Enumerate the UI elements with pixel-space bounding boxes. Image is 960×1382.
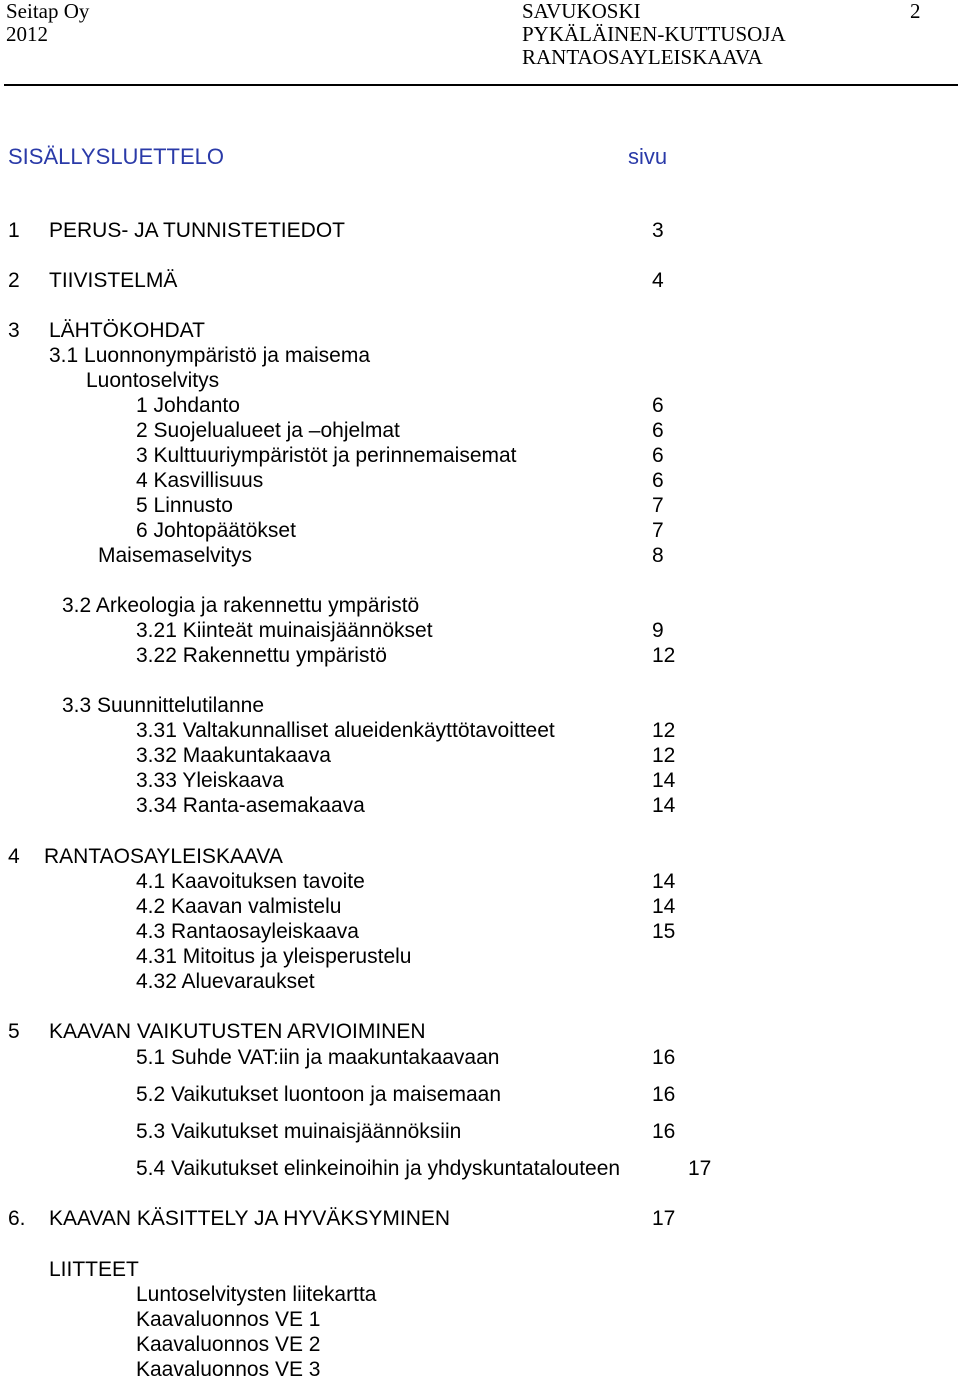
toc-entry-number: 5: [8, 1020, 20, 1043]
toc-entry-page: 12: [652, 644, 676, 667]
appendix-item: Luntoselvitysten liitekartta: [136, 1283, 377, 1306]
toc-entry-label: 4.32 Aluevaraukset: [136, 970, 315, 993]
toc-entry-page: 7: [652, 519, 664, 542]
toc-entry-page: 16: [652, 1083, 676, 1106]
toc-entry-label: 5.1 Suhde VAT:iin ja maakuntakaavaan: [136, 1046, 500, 1069]
header-divider: [4, 84, 958, 86]
toc-entry-label: 3.2 Arkeologia ja rakennettu ympäristö: [62, 594, 420, 617]
header-title-line1: SAVUKOSKI: [522, 0, 641, 23]
toc-page-label: sivu: [628, 144, 668, 169]
toc-entry-page: 7: [652, 494, 664, 517]
toc-entry-label: 1 Johdanto: [136, 394, 240, 417]
toc-entry-label: Luontoselvitys: [86, 369, 220, 392]
toc-entry-label: 5.2 Vaikutukset luontoon ja maisemaan: [136, 1083, 501, 1106]
toc-entry-number: 6.: [8, 1207, 26, 1230]
toc-entry-page: 6: [652, 444, 664, 467]
appendices-heading: LIITTEET: [49, 1258, 139, 1281]
toc-entry-label: 3.34 Ranta-asemakaava: [136, 794, 365, 817]
toc-entry-page: 6: [652, 394, 664, 417]
toc-entry-label: 3.3 Suunnittelutilanne: [62, 694, 264, 717]
toc-entry-label: 3 Kulttuuriympäristöt ja perinnemaisemat: [136, 444, 517, 467]
toc-entry-label: 3.22 Rakennettu ympäristö: [136, 644, 387, 667]
appendix-item: Kaavaluonnos VE 1: [136, 1308, 321, 1331]
toc-entry-page: 9: [652, 619, 664, 642]
toc-entry-page: 12: [652, 719, 676, 742]
toc-entry-label: 5.4 Vaikutukset elinkeinoihin ja yhdyskuntatalouteen: [136, 1157, 621, 1180]
toc-entry-number: 2: [8, 269, 20, 292]
toc-entry-label: KAAVAN VAIKUTUSTEN ARVIOIMINEN: [49, 1020, 426, 1043]
toc-entry-page: 8: [652, 544, 664, 567]
toc-entry-label: 4.31 Mitoitus ja yleisperustelu: [136, 945, 412, 968]
toc-heading: SISÄLLYSLUETTELO: [8, 144, 225, 169]
toc-entry-page: 15: [652, 920, 676, 943]
toc-entry-page: 6: [652, 419, 664, 442]
toc-entry-label: 4.3 Rantaosayleiskaava: [136, 920, 359, 943]
toc-entry-page: 16: [652, 1120, 676, 1143]
toc-entry-label: LÄHTÖKOHDAT: [49, 319, 205, 342]
toc-entry-label: 4 Kasvillisuus: [136, 469, 264, 492]
toc-entry-number: 3: [8, 319, 20, 342]
toc-entry-label: 3.1 Luonnonympäristö ja maisema: [49, 344, 371, 367]
toc-entry-page: 14: [652, 895, 676, 918]
header-year: 2012: [6, 22, 48, 46]
toc-entry-page: 14: [652, 769, 676, 792]
toc-entry-label: 4.1 Kaavoituksen tavoite: [136, 870, 365, 893]
toc-entry-page: 12: [652, 744, 676, 767]
toc-entry-page: 6: [652, 469, 664, 492]
toc-entry-number: 1: [8, 219, 20, 242]
toc-entry-label: 2 Suojelualueet ja –ohjelmat: [136, 419, 400, 442]
header-title-line3: RANTAOSAYLEISKAAVA: [522, 45, 763, 69]
toc-entry-label: 6 Johtopäätökset: [136, 519, 296, 542]
toc-entry-page: 14: [652, 870, 676, 893]
appendix-item: Kaavaluonnos VE 3: [136, 1358, 321, 1381]
toc-entry-page: 14: [652, 794, 676, 817]
header-title-line2: PYKÄLÄINEN-KUTTUSOJA: [522, 22, 786, 46]
toc-entry-label: KAAVAN KÄSITTELY JA HYVÄKSYMINEN: [49, 1207, 451, 1230]
header-company: Seitap Oy: [6, 0, 90, 23]
toc-entry-number: 4: [8, 845, 20, 868]
toc-entry-label: Maisemaselvitys: [98, 544, 253, 567]
header-page-number: 2: [910, 0, 921, 23]
toc-entry-label: 3.33 Yleiskaava: [136, 769, 284, 792]
toc-entry-label: RANTAOSAYLEISKAAVA: [44, 845, 283, 868]
toc-entry-label: TIIVISTELMÄ: [49, 269, 178, 292]
toc-entry-label: 5 Linnusto: [136, 494, 233, 517]
toc-entry-page: 4: [652, 269, 664, 292]
toc-entry-label: 3.31 Valtakunnalliset alueidenkäyttötavoitteet: [136, 719, 555, 742]
toc-entry-page: 16: [652, 1046, 676, 1069]
toc-entry-page: 17: [688, 1157, 712, 1180]
toc-entry-label: 3.32 Maakuntakaava: [136, 744, 331, 767]
appendix-item: Kaavaluonnos VE 2: [136, 1333, 321, 1356]
toc-entry-label: 4.2 Kaavan valmistelu: [136, 895, 342, 918]
toc-entry-label: 3.21 Kiinteät muinaisjäännökset: [136, 619, 433, 642]
toc-entry-page: 3: [652, 219, 664, 242]
toc-entry-label: PERUS- JA TUNNISTETIEDOT: [49, 219, 345, 242]
toc-entry-label: 5.3 Vaikutukset muinaisjäännöksiin: [136, 1120, 462, 1143]
toc-entry-page: 17: [652, 1207, 676, 1230]
